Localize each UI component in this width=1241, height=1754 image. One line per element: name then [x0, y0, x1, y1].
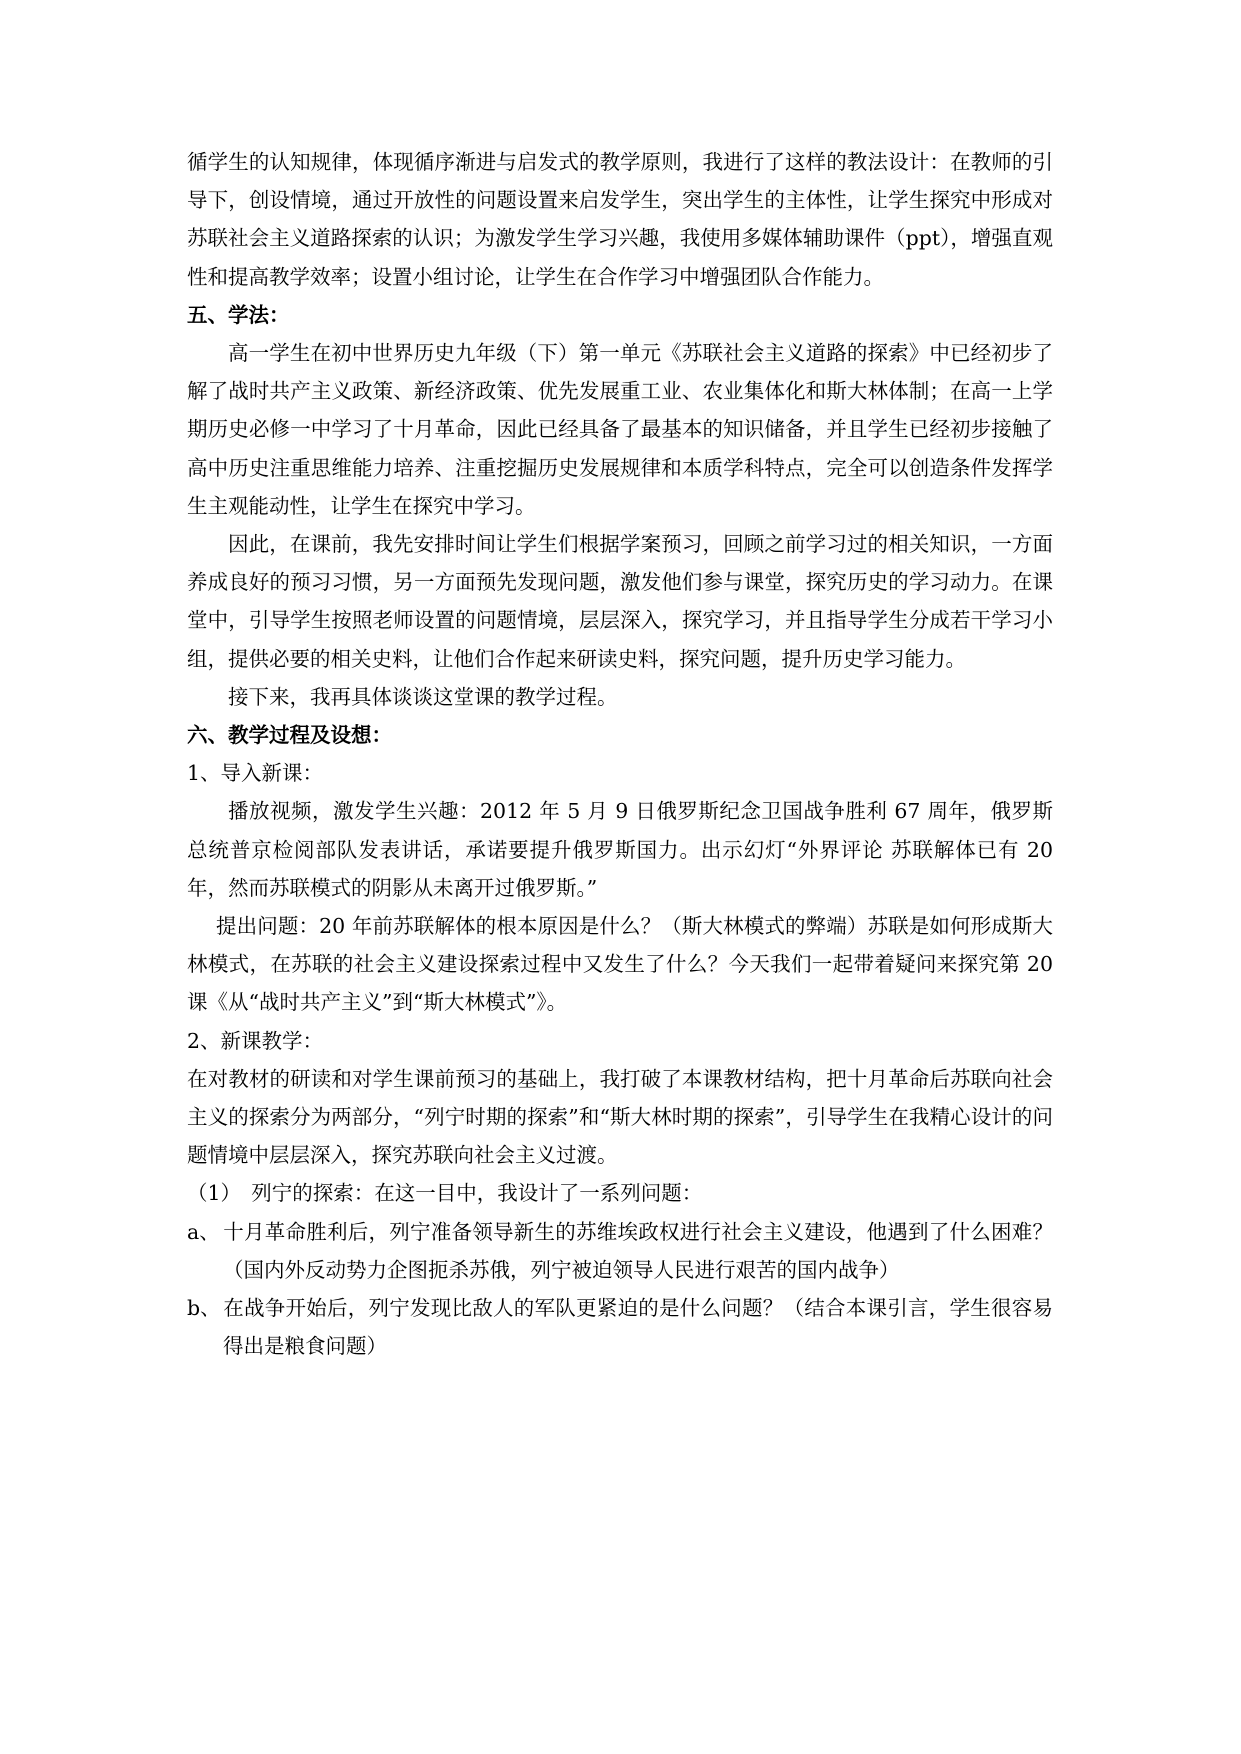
paragraph-raise-question: 提出问题：20 年前苏联解体的根本原因是什么？（斯大林模式的弊端）苏联是如何形成斯大林模式，在苏联的社会主义建设探索过程中又发生了什么？今天我们一起带着疑问来探究第 20 课《从“战时共产主义”到“斯大林模式”》。	[187, 914, 1053, 1015]
paragraph-transition: 接下来，我再具体谈谈这堂课的教学过程。	[228, 684, 618, 709]
list-item-text: 十月革命胜利后，列宁准备领导新生的苏维埃政权进行社会主义建设，他遇到了什么困难？（国内外反动势力企图扼杀苏俄，列宁被迫领导人民进行艰苦的国内战争）	[223, 1219, 1053, 1282]
subheading-lesson-intro: 1、导入新课：	[187, 761, 324, 786]
list-item	[187, 1213, 1053, 1289]
subheading-new-lesson: 2、新课教学：	[187, 1028, 324, 1053]
list-item-text: 在战争开始后，列宁发现比敌人的军队更紧迫的是什么问题？（结合本课引言，学生很容易得出是粮食问题）	[223, 1296, 1053, 1359]
paragraph-teaching-method: 循学生的认知规律，体现循序渐进与启发式的教学原则，我进行了这样的教法设计：在教师的引导下，创设情境，通过开放性的问题设置来启发学生，突出学生的主体性，让学生探究中形成对苏联社会主义道路探索的认识；为激发学生学习兴趣，我使用多媒体辅助课件（ppt），增强直观性和提高教学效率；设置小组讨论，让学生在合作学习中增强团队合作能力。	[187, 150, 1053, 289]
list-marker: b、	[187, 1296, 221, 1321]
heading-teaching-process: 六、教学过程及设想：	[187, 723, 392, 748]
paragraph-lesson-structure: 在对教材的研读和对学生课前预习的基础上，我打破了本课教材结构，把十月革命后苏联向社会主义的探索分为两部分，“列宁时期的探索”和“斯大林时期的探索”，引导学生在我精心设计的问题情境中层层深入，探究苏联向社会主义过渡。	[187, 1066, 1053, 1168]
paragraph-video-intro: 播放视频，激发学生兴趣：2012 年 5 月 9 日俄罗斯纪念卫国战争胜利 67 周年，俄罗斯总统普京检阅部队发表讲话，承诺要提升俄罗斯国力。出示幻灯“外界评论 苏联解体已有 20 年，然而苏联模式的阴影从未离开过俄罗斯。”	[187, 799, 1053, 900]
list-item	[187, 1289, 1053, 1365]
list-marker: a、	[187, 1219, 220, 1244]
heading-learning-method: 五、学法：	[187, 302, 290, 327]
document-body	[187, 143, 1053, 1366]
paragraph-student-background: 高一学生在初中世界历史九年级（下）第一单元《苏联社会主义道路的探索》中已经初步了解了战时共产主义政策、新经济政策、优先发展重工业、农业集体化和斯大林体制；在高一上学期历史必修一中学习了十月革命，因此已经具备了最基本的知识储备，并且学生已经初步接触了高中历史注重思维能力培养、注重挖掘历史发展规律和本质学科特点，完全可以创造条件发挥学生主观能动性，让学生在探究中学习。	[187, 341, 1053, 518]
paragraph-preview-arrangement: 因此，在课前，我先安排时间让学生们根据学案预习，回顾之前学习过的相关知识，一方面养成良好的预习习惯，另一方面预先发现问题，激发他们参与课堂，探究历史的学习动力。在课堂中，引导学生按照老师设置的问题情境，层层深入，探究学习，并且指导学生分成若干学习小组，提供必要的相关史料，让他们合作起来研读史料，探究问题，提升历史学习能力。	[187, 532, 1053, 671]
subheading-lenin-exploration: （1） 列宁的探索：在这一目中，我设计了一系列问题：	[187, 1181, 703, 1206]
